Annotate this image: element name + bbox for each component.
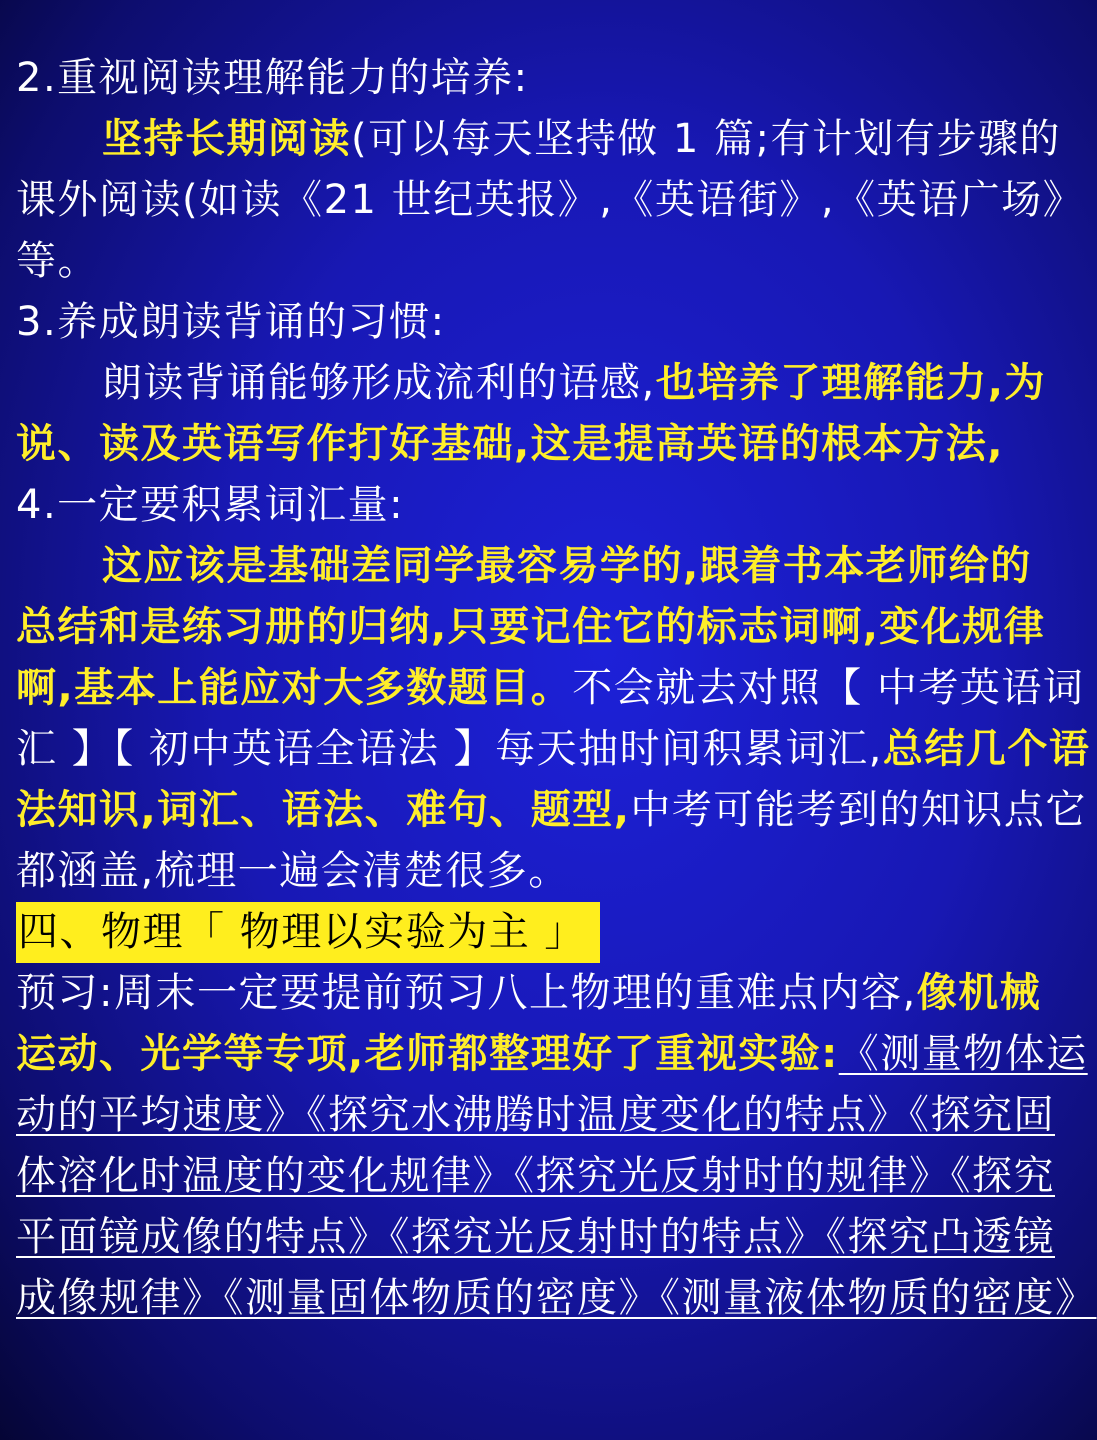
section-3-line (16, 414, 1064, 475)
text-span: 总结和是练习册的归纳,只要记住它的标志词啊,变化规律 (16, 604, 1046, 650)
experiment-list-text: 《测量物体运 (838, 1031, 1088, 1077)
physics-line (16, 1268, 1097, 1329)
physics-heading-row (16, 902, 1064, 963)
section-2-line (16, 170, 1085, 231)
physics-line (16, 1146, 1064, 1207)
section-4-line (16, 841, 1064, 902)
text-span: 汇 】【 初中英语全语法 】每天抽时间积累词汇, (16, 726, 883, 772)
text-span: 中考可能考到的知识点它 (630, 787, 1087, 833)
section-4-line (16, 536, 1064, 597)
physics-line (16, 1207, 1064, 1268)
section-4-line (16, 780, 1087, 841)
text-span: 坚持长期阅读 (102, 116, 351, 162)
section-2-line (16, 231, 1064, 292)
section-3-title: 3.养成朗读背诵的习惯: (16, 299, 446, 345)
text-span: 预习:周末一定要提前预习八上物理的重难点内容, (16, 970, 917, 1016)
text-span: 像机械 (916, 970, 1042, 1016)
experiment-list-text: 动的平均速度》《探究水沸腾时温度变化的特点》《探究固 (16, 1092, 1055, 1138)
experiment-list-text: 平面镜成像的特点》《探究光反射时的特点》《探究凸透镜 (16, 1214, 1055, 1260)
physics-line (16, 1085, 1064, 1146)
text-span: 都涵盖,梳理一遍会清楚很多。 (16, 848, 570, 894)
section-4-title: 4.一定要积累词汇量: (16, 482, 405, 528)
text-span: 总结几个语 (882, 726, 1091, 772)
text-span: 课外阅读(如读《21 世纪英报》,《英语街》,《英语广场》 (16, 177, 1085, 223)
section-4-line (16, 719, 1091, 780)
physics-line (16, 1024, 1088, 1085)
physics-heading: 四、物理「 物理以实验为主 」 (16, 902, 600, 963)
section-4-line (16, 658, 1085, 719)
text-span: (可以每天坚持做 1 篇;有计划有步骤的 (351, 116, 1061, 162)
text-span: 说、读及英语写作打好基础,这是提高英语的根本方法, (16, 421, 1004, 467)
section-2-title: 2.重视阅读理解能力的培养: (16, 55, 529, 101)
text-span: 也培养了理解能力,为 (655, 360, 1046, 406)
text-span: 法知识,词汇、语法、难句、题型, (16, 787, 631, 833)
experiment-list-text: 成像规律》《测量固体物质的密度》《测量液体物质的密度》 (16, 1275, 1097, 1321)
text-span: 不会就去对照【 中考英语词 (572, 665, 1085, 711)
section-4-line (16, 597, 1064, 658)
section-2-line (16, 109, 1064, 170)
text-span: 等。 (16, 238, 99, 284)
text-span: 朗读背诵能够形成流利的语感, (102, 360, 656, 406)
physics-line (16, 963, 1064, 1024)
text-span: 这应该是基础差同学最容易学的,跟着书本老师给的 (102, 543, 1032, 589)
section-3-line (16, 353, 1064, 414)
text-span: 啊,基本上能应对大多数题目。 (16, 665, 573, 711)
experiment-list-text: 体溶化时温度的变化规律》《探究光反射时的规律》《探究 (16, 1153, 1055, 1199)
text-span: 运动、光学等专项,老师都整理好了重视实验: (16, 1031, 839, 1077)
